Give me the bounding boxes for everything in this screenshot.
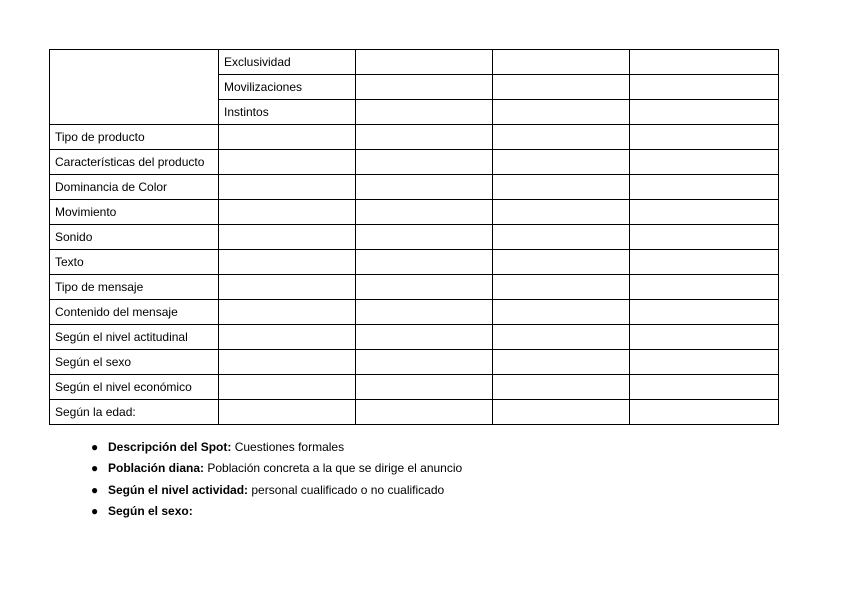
list-item — [91, 483, 462, 504]
table-cell — [630, 75, 779, 100]
table-cell — [630, 125, 779, 150]
table-cell — [356, 200, 493, 225]
table-row — [50, 325, 779, 350]
bullet-icon: ● — [91, 461, 99, 476]
table-cell — [630, 400, 779, 425]
table-cell — [219, 275, 356, 300]
bullet-icon: ● — [91, 503, 99, 518]
table-row — [50, 300, 779, 325]
note-label: Descripción del Spot: — [108, 440, 232, 454]
table-cell — [356, 250, 493, 275]
row-label-cell: Sonido — [50, 225, 219, 250]
row-label-cell: Según el nivel económico — [50, 375, 219, 400]
row-label-cell: Tipo de producto — [50, 125, 219, 150]
table-cell — [356, 350, 493, 375]
table-cell — [630, 300, 779, 325]
table-row — [50, 350, 779, 375]
table-cell — [493, 50, 630, 75]
note-text: personal cualificado o no cualificado — [248, 482, 445, 497]
note-label: Según el nivel actividad: — [108, 482, 249, 497]
table-cell — [356, 325, 493, 350]
table-cell — [493, 75, 630, 100]
table-cell — [356, 375, 493, 400]
table-cell — [493, 250, 630, 275]
table-cell — [493, 225, 630, 250]
row-label-cell: Dominancia de Color — [50, 175, 219, 200]
row-label-cell: Tipo de mensaje — [50, 275, 219, 300]
table-row — [50, 375, 779, 400]
table-cell — [356, 400, 493, 425]
table-cell — [219, 175, 356, 200]
bullet-icon: ● — [91, 440, 99, 454]
table-cell — [356, 100, 493, 125]
header-label-cell: Movilizaciones — [219, 75, 356, 100]
list-item — [91, 440, 462, 461]
table-cell — [219, 375, 356, 400]
table-cell — [493, 275, 630, 300]
table-cell — [493, 150, 630, 175]
table-row — [50, 275, 779, 300]
table-cell — [219, 200, 356, 225]
list-item — [91, 504, 462, 525]
note-text: Cuestiones formales — [231, 440, 345, 454]
analysis-table — [49, 49, 779, 425]
table-cell — [493, 175, 630, 200]
table-row — [50, 200, 779, 225]
table-row — [50, 50, 779, 75]
table-cell — [219, 400, 356, 425]
table-cell — [630, 100, 779, 125]
note-label: Población diana: — [108, 461, 205, 476]
table-cell — [493, 200, 630, 225]
table-cell — [630, 225, 779, 250]
table-row — [50, 400, 779, 425]
header-label-cell: Exclusividad — [219, 50, 356, 75]
table-cell — [493, 350, 630, 375]
table-row — [50, 125, 779, 150]
table-cell — [630, 275, 779, 300]
table-cell — [219, 225, 356, 250]
table-cell — [630, 200, 779, 225]
row-label-cell: Texto — [50, 250, 219, 275]
table-cell — [630, 150, 779, 175]
row-label-cell: Según la edad: — [50, 400, 219, 425]
table-cell — [630, 50, 779, 75]
bullet-icon: ● — [91, 482, 99, 497]
row-label-cell: Características del producto — [50, 150, 219, 175]
row-label-cell: Contenido del mensaje — [50, 300, 219, 325]
table-cell — [630, 350, 779, 375]
table-row — [50, 225, 779, 250]
table-cell — [493, 400, 630, 425]
table-cell — [630, 375, 779, 400]
note-label: Según el sexo: — [108, 503, 193, 518]
table-cell — [356, 150, 493, 175]
table-cell — [356, 225, 493, 250]
table-cell — [493, 125, 630, 150]
table-cell — [219, 350, 356, 375]
table-cell — [219, 125, 356, 150]
header-label-cell: Instintos — [219, 100, 356, 125]
row-label-cell: Movimiento — [50, 200, 219, 225]
table-cell — [493, 100, 630, 125]
table-cell — [219, 150, 356, 175]
notes-list — [91, 440, 462, 525]
table-cell — [630, 250, 779, 275]
table-row — [50, 250, 779, 275]
table-cell — [630, 325, 779, 350]
table-cell — [356, 125, 493, 150]
table-cell — [356, 75, 493, 100]
table-row — [50, 175, 779, 200]
table-cell — [493, 300, 630, 325]
table-row — [50, 150, 779, 175]
table-cell — [219, 325, 356, 350]
table-cell — [219, 250, 356, 275]
list-item — [91, 461, 462, 482]
row-label-cell: Según el sexo — [50, 350, 219, 375]
table-corner-cell — [50, 50, 219, 125]
table-cell — [356, 50, 493, 75]
row-label-cell: Según el nivel actitudinal — [50, 325, 219, 350]
table-cell — [493, 375, 630, 400]
table-cell — [356, 175, 493, 200]
table-cell — [219, 300, 356, 325]
table-cell — [356, 275, 493, 300]
table-cell — [493, 325, 630, 350]
table-cell — [630, 175, 779, 200]
note-text: Población concreta a la que se dirige el anuncio — [204, 461, 463, 476]
table-cell — [356, 300, 493, 325]
